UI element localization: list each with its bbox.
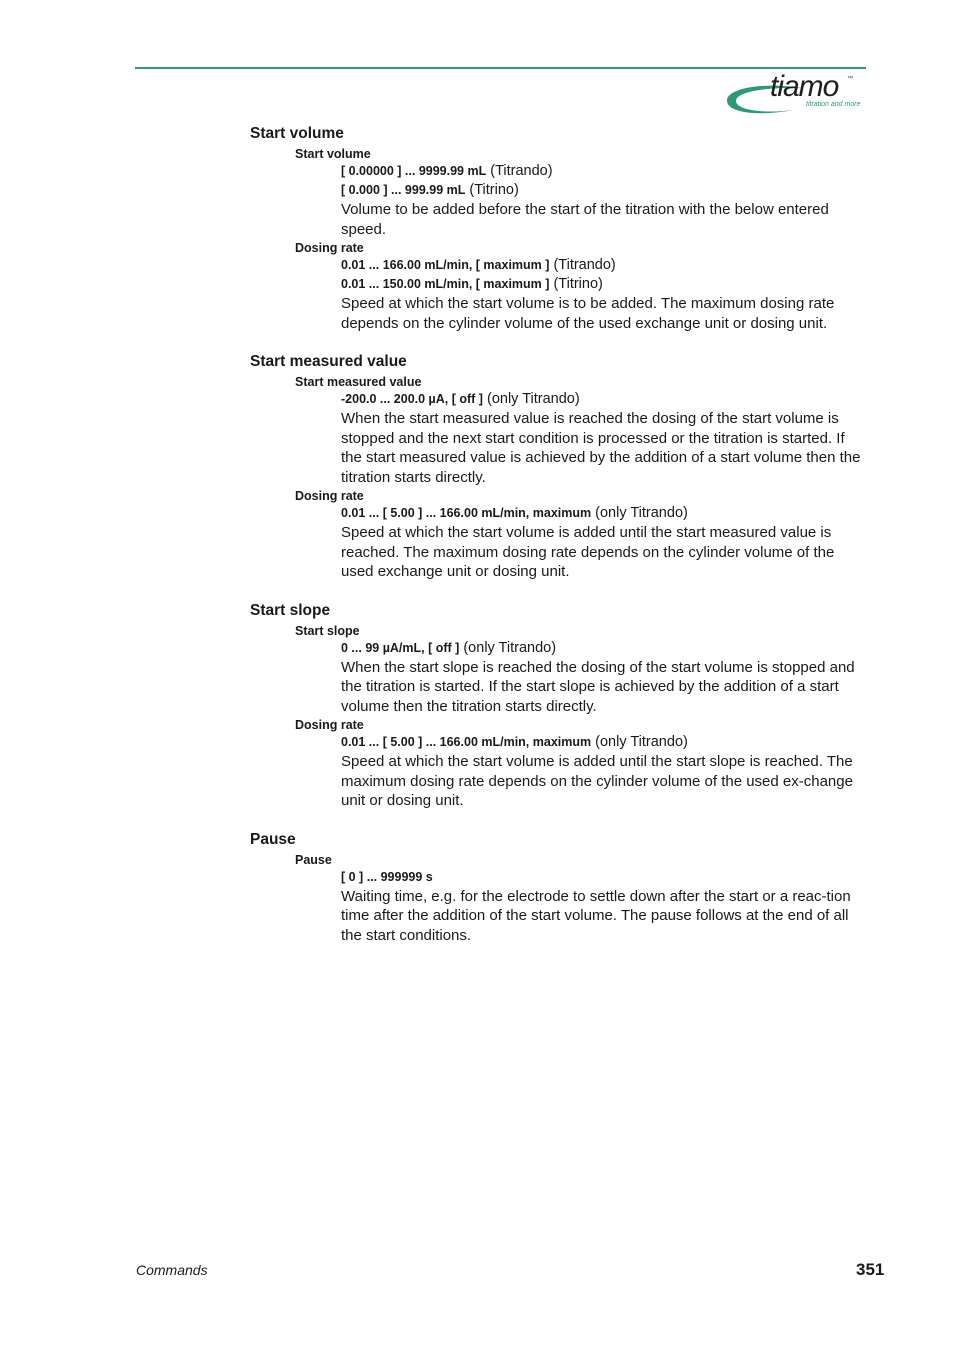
param-description: Speed at which the start volume is added until the start measured value is reached. The maximum dosing rate depends on the cylinder volume of the used exchange unit or dosing unit. bbox=[341, 524, 835, 580]
param-range bbox=[341, 390, 862, 409]
logo-tagline: titration and more bbox=[806, 101, 861, 108]
page-number: 351 bbox=[856, 1260, 885, 1279]
param-name: Pause bbox=[295, 852, 332, 867]
range-value: 0.01 ... [ 5.00 ] ... 166.00 mL/min, maximum bbox=[341, 735, 592, 749]
range-note: (Titrino) bbox=[549, 276, 603, 292]
range-value: 0.01 ... [ 5.00 ] ... 166.00 mL/min, maximum bbox=[341, 506, 592, 520]
param-range bbox=[341, 504, 862, 523]
range-note: (only Titrando) bbox=[591, 505, 688, 521]
range-note: (only Titrando) bbox=[459, 639, 557, 656]
section-start-volume bbox=[250, 124, 862, 333]
param-range bbox=[341, 162, 862, 181]
range-value: [ 0.000 ] ... 999.99 mL bbox=[341, 183, 466, 197]
logo-trademark: ™ bbox=[847, 76, 853, 82]
param-description: Speed at which the start volume is added until the start slope is reached. The maximum dosing rate depends on the cylinder volume of the used ex-change unit or dosing unit. bbox=[341, 753, 853, 809]
range-value: [ 0.00000 ] ... 9999.99 mL bbox=[341, 164, 487, 178]
tiamo-logo bbox=[724, 72, 866, 118]
param-range bbox=[341, 181, 862, 200]
range-value: 0.01 ... 150.00 mL/min, [ maximum ] bbox=[341, 277, 550, 291]
param-body bbox=[341, 162, 862, 239]
param-range bbox=[341, 639, 862, 658]
range-value: 0.01 ... 166.00 mL/min, [ maximum ] bbox=[341, 258, 550, 272]
param-range bbox=[341, 275, 862, 294]
range-note: (only Titrando) bbox=[591, 734, 688, 750]
param-body bbox=[341, 639, 862, 717]
section-pause bbox=[250, 830, 862, 946]
range-value: -200.0 ... 200.0 µA, [ off ] bbox=[341, 392, 483, 406]
range-note: (Titrino) bbox=[465, 182, 519, 198]
range-value: [ 0 ] ... 999999 s bbox=[341, 869, 433, 884]
section-title: Pause bbox=[250, 830, 296, 848]
param-range bbox=[341, 868, 862, 887]
param-body bbox=[341, 256, 862, 333]
param-name: Dosing rate bbox=[295, 489, 364, 503]
range-note: (Titrando) bbox=[486, 163, 553, 179]
page-content bbox=[250, 124, 862, 964]
range-note: (Titrando) bbox=[549, 257, 616, 273]
param-description: Waiting time, e.g. for the electrode to settle down after the start or a reac-tion time after the addition of the start volume. The pause follows at the end of all the start conditions. bbox=[341, 887, 851, 944]
param-name: Start volume bbox=[295, 147, 371, 161]
range-note: (only Titrando) bbox=[482, 391, 580, 407]
param-body bbox=[341, 504, 862, 582]
param-name: Dosing rate bbox=[295, 241, 364, 255]
logo-word: tiamo bbox=[770, 70, 839, 103]
header-rule bbox=[135, 67, 866, 69]
param-name: Start slope bbox=[295, 623, 360, 638]
section-start-measured-value bbox=[250, 352, 862, 582]
param-name: Dosing rate bbox=[295, 718, 364, 732]
param-body bbox=[341, 868, 862, 946]
param-description: Speed at which the start volume is to be added. The maximum dosing rate depends on the cylinder volume of the used exchange unit or dosing unit. bbox=[341, 295, 835, 332]
section-title: Start slope bbox=[250, 601, 331, 619]
section-start-slope bbox=[250, 601, 862, 811]
param-body bbox=[341, 390, 862, 487]
param-range bbox=[341, 733, 862, 752]
param-description: When the start measured value is reached the dosing of the start volume is stopped and the next start condition is processed or the titration is started. If the start measured value is achieved by the addition of a start volume then the titration starts directly. bbox=[341, 410, 861, 486]
section-title: Start measured value bbox=[250, 353, 407, 370]
param-range bbox=[341, 256, 862, 275]
range-value: 0 ... 99 µA/mL, [ off ] bbox=[341, 640, 460, 655]
param-name: Start measured value bbox=[295, 375, 422, 389]
param-description: Volume to be added before the start of the titration with the below entered speed. bbox=[341, 201, 829, 238]
footer-section-name: Commands bbox=[136, 1262, 208, 1278]
param-body bbox=[341, 733, 862, 811]
param-description: When the start slope is reached the dosing of the start volume is stopped and the titration is started. If the start slope is achieved by the addition of a start volume then the titration starts directly. bbox=[341, 658, 855, 715]
section-title: Start volume bbox=[250, 125, 344, 142]
